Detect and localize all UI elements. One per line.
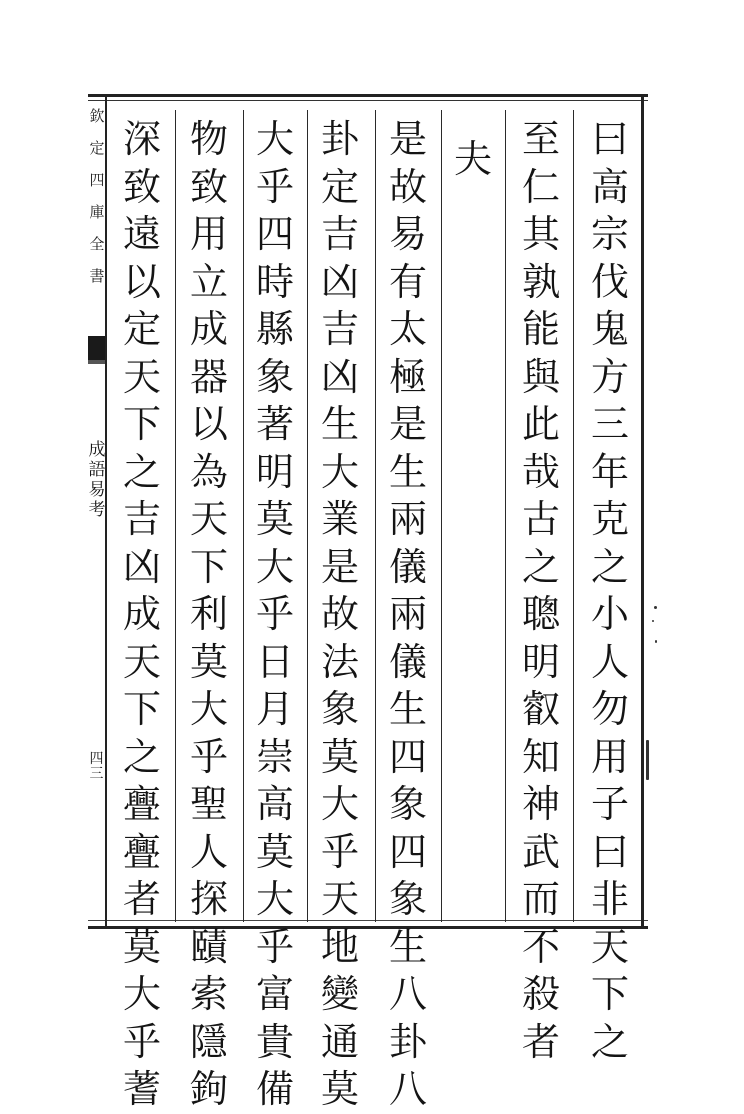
character: 象 [320,687,359,731]
character: 卦 [320,117,359,161]
character: 業 [320,497,359,541]
character: 天 [320,877,359,921]
character: 兩 [388,592,427,636]
character: 生 [320,402,359,446]
character: 極 [388,354,427,399]
character: 宗 [590,212,629,256]
character: 下 [590,972,629,1016]
character: 象 [388,782,427,826]
character: 莫 [255,497,294,541]
column-rule [505,110,506,922]
character: 孰 [521,259,560,304]
character: 致 [189,164,228,209]
character: 者 [122,877,161,921]
character: 乎 [255,592,294,636]
character: 成 [122,592,161,636]
text-column [447,136,499,184]
side-title-character: 語 [88,460,106,480]
column-rule [175,110,176,922]
character: 子 [590,782,629,826]
character: 神 [521,782,560,826]
character: 莫 [320,1067,359,1111]
character: 生 [388,449,427,494]
character: 貴 [255,1019,294,1064]
side-title-character: 易 [88,480,106,500]
character: 為 [189,449,228,494]
character: 鬼 [590,307,629,351]
character: 凶 [320,259,359,304]
column-rule [573,110,574,922]
side-title-character: 成 [88,440,106,460]
ink-speck [654,606,657,609]
character: 月 [255,687,294,731]
edge-mark-character: 全 [89,235,105,253]
character: 仁 [521,164,560,209]
character: 吉 [320,307,359,351]
character: 莫 [189,639,228,684]
character: 縣 [255,307,294,351]
character: 者 [521,1019,560,1064]
character: 成 [189,307,228,351]
character: 四 [388,734,427,779]
character: 天 [189,497,228,541]
character: 太 [388,307,427,351]
character: 隱 [189,1019,228,1064]
character: 亹 [122,782,161,826]
character: 下 [122,687,161,731]
character: 乎 [122,1019,161,1064]
character: 日 [255,639,294,684]
character: 大 [255,544,294,589]
character: 是 [320,544,359,589]
character: 聖 [189,782,228,826]
character: 非 [590,877,629,921]
character: 以 [122,259,161,304]
character: 三 [590,402,629,446]
column-rule [243,110,244,922]
character: 蓍 [122,1067,161,1111]
edge-mark-character: 庫 [89,203,105,221]
character: 之 [590,544,629,589]
character: 能 [521,307,560,351]
character: 人 [189,829,228,874]
character: 凶 [320,354,359,399]
character: 古 [521,497,560,541]
character: 之 [122,734,161,779]
edge-mark-character: 欽 [89,107,105,125]
frame-top-rule-inner [88,100,648,101]
character: 定 [122,307,161,351]
character: 通 [320,1019,359,1064]
character: 用 [189,212,228,256]
character: 至 [521,117,560,161]
character: 凶 [122,544,161,589]
character: 器 [189,354,228,399]
character: 高 [590,164,629,209]
character: 莫 [122,924,161,969]
character: 生 [388,687,427,731]
character: 天 [122,354,161,399]
character: 明 [521,639,560,684]
edge-mark-character: 書 [89,267,105,285]
character: 利 [189,592,228,636]
character: 武 [521,829,560,874]
character: 不 [521,924,560,969]
character: 致 [122,164,161,209]
text-column [116,116,168,1114]
character: 備 [255,1067,294,1111]
frame-right-rule [641,94,644,929]
character: 故 [388,164,427,209]
character: 索 [189,972,228,1016]
folio-number [88,752,105,782]
character: 下 [189,544,228,589]
character: 法 [320,639,359,684]
folio-character: 三 [89,766,104,782]
character: 勿 [590,687,629,731]
character: 賾 [189,924,228,969]
character: 乎 [255,924,294,969]
character: 方 [590,354,629,399]
character: 明 [255,449,294,494]
character: 是 [388,117,427,161]
character: 富 [255,972,294,1016]
character: 小 [590,592,629,636]
character: 叡 [521,687,560,731]
character: 莫 [320,734,359,779]
character: 之 [590,1019,629,1064]
edge-mark-character: 定 [89,139,105,157]
character: 大 [189,687,228,731]
character: 聰 [521,592,560,636]
character: 伐 [590,259,629,304]
character: 大 [320,449,359,494]
character: 人 [590,639,629,684]
character: 乎 [255,164,294,209]
character: 年 [590,449,629,494]
character: 鉤 [189,1067,228,1111]
character: 乎 [320,829,359,874]
character: 曰 [590,829,629,874]
text-column [515,116,567,1066]
fish-tail-mark [88,336,105,360]
character: 立 [189,259,228,304]
character: 大 [320,782,359,826]
character: 而 [521,877,560,921]
character: 天 [122,639,161,684]
character: 兩 [388,497,427,541]
character: 用 [590,734,629,779]
text-column [314,116,366,1114]
character: 此 [521,402,560,446]
character: 八 [388,1067,427,1111]
character: 儀 [388,639,427,684]
text-column [382,116,434,1114]
character: 哉 [521,449,560,494]
character: 時 [255,259,294,304]
character: 是 [388,402,427,446]
character: 大 [255,117,294,161]
character: 莫 [255,829,294,874]
character: 天 [590,924,629,969]
character: 乎 [189,734,228,779]
character: 四 [255,212,294,256]
character: 下 [122,402,161,446]
character: 物 [189,117,228,161]
character: 其 [521,212,560,256]
column-rule [375,110,376,922]
character: 與 [521,354,560,399]
character: 深 [122,117,161,161]
character: 大 [122,972,161,1016]
character: 知 [521,734,560,779]
character: 崇 [255,734,294,779]
character: 卦 [388,1019,427,1064]
ink-speck [655,640,657,643]
character: 亹 [122,829,161,874]
character: 克 [590,497,629,541]
ink-speck [652,620,654,622]
character: 故 [320,592,359,636]
character: 儀 [388,544,427,589]
text-column [249,116,301,1114]
character: 吉 [320,212,359,256]
character: 之 [122,449,161,494]
frame-top-rule [88,94,648,97]
character: 探 [189,877,228,921]
fish-tail-mark-lower [88,360,105,364]
character: 之 [521,544,560,589]
character: 象 [255,354,294,399]
character: 生 [388,924,427,969]
character: 定 [320,164,359,209]
text-column [183,116,235,1114]
character: 地 [320,924,359,969]
character: 大 [255,877,294,921]
character: 象 [388,877,427,921]
character: 遠 [122,212,161,256]
side-title [86,440,108,520]
character: 夫 [453,137,492,181]
character: 有 [388,259,427,304]
character: 殺 [521,972,560,1016]
ink-speck [646,740,649,780]
column-rule [441,110,442,922]
character: 吉 [122,497,161,541]
column-rule [307,110,308,922]
character: 曰 [590,117,629,161]
side-title-character: 考 [88,500,106,520]
text-column [584,116,636,1066]
character: 以 [189,402,228,446]
character: 著 [255,402,294,446]
character: 八 [388,972,427,1016]
character: 變 [320,972,359,1016]
edge-mark-character: 四 [89,171,105,189]
character: 高 [255,782,294,826]
folio-character: 四 [89,751,104,767]
character: 易 [388,212,427,256]
character: 四 [388,829,427,874]
